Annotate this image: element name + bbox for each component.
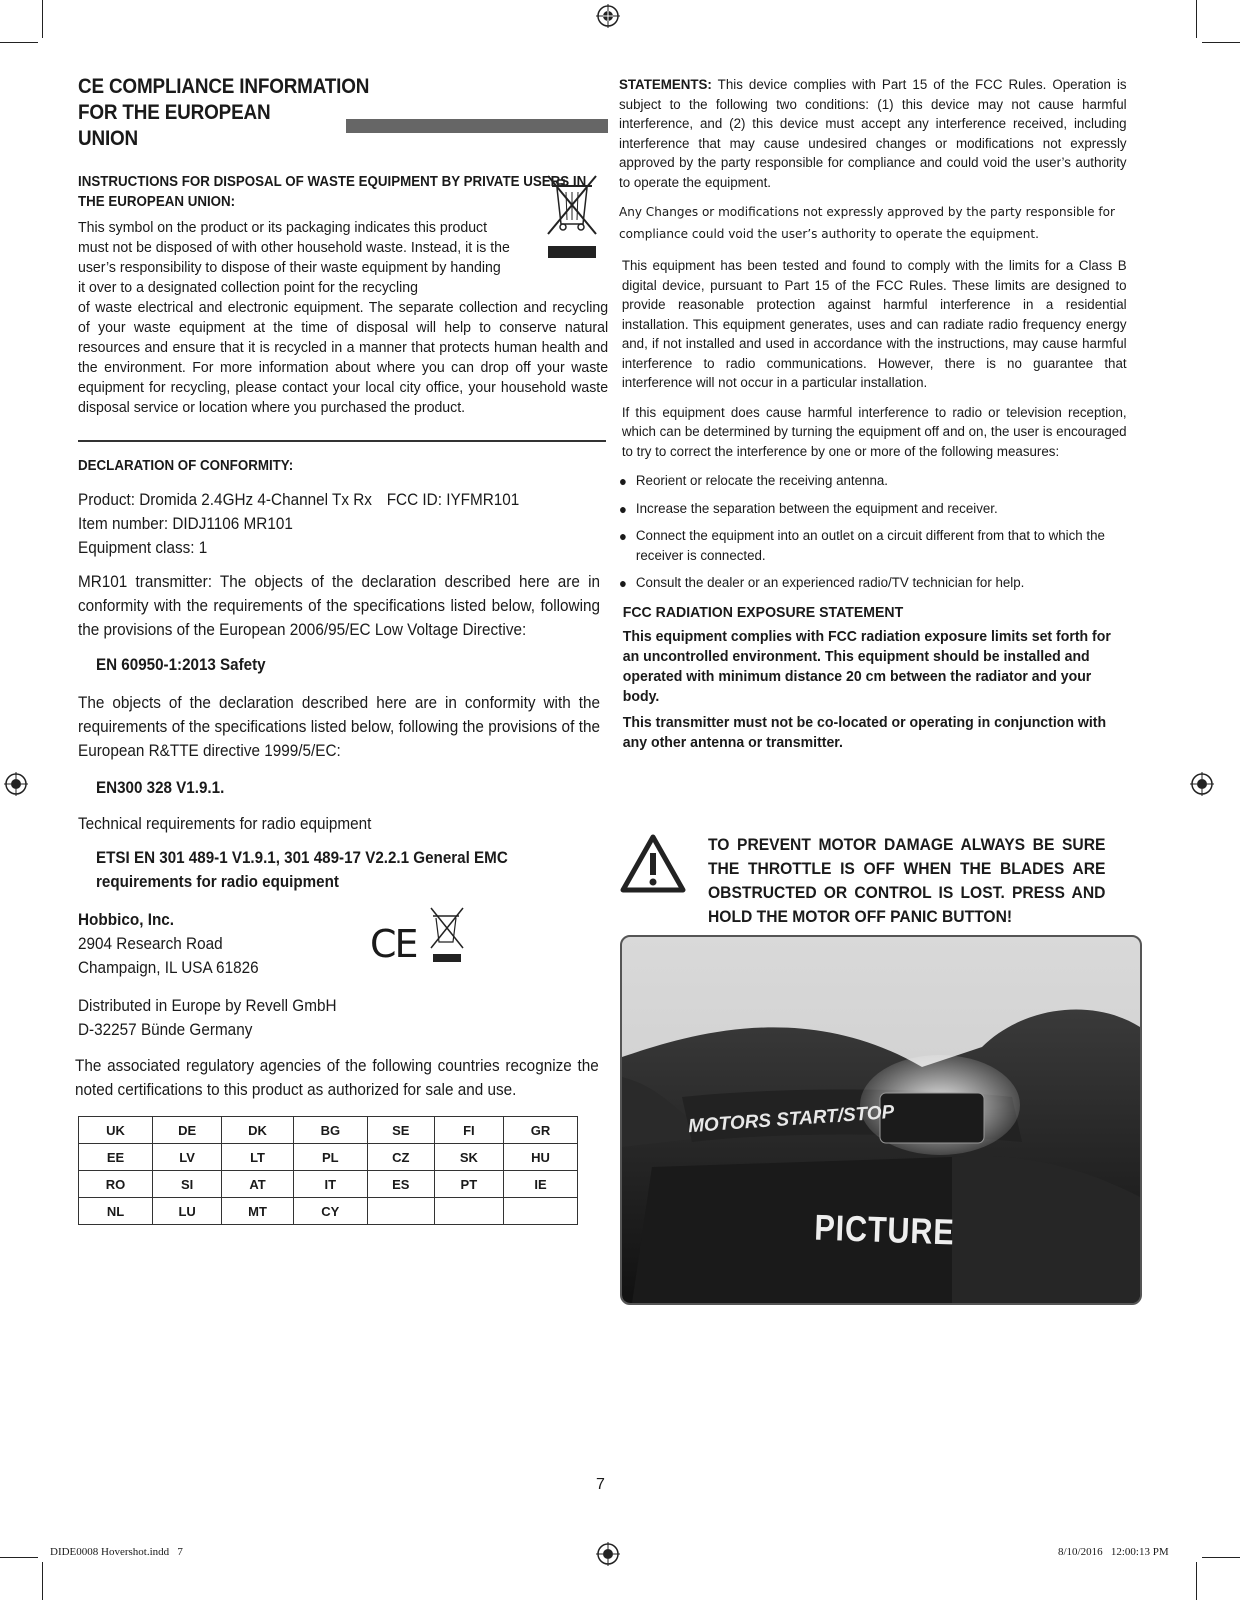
table-row — [79, 1144, 578, 1171]
ce-title-line1: CE COMPLIANCE INFORMATION — [78, 75, 370, 98]
list-item — [619, 500, 1127, 520]
measures-list — [619, 472, 1127, 594]
agencies-text: The associated regulatory agencies of the following countries recognize the noted certifications to this product as authorized for sale and use. — [75, 1056, 599, 1099]
radiation-text-2: This transmitter must not be co-located or operating in conjunction with any other antenna or transmitter. — [622, 713, 1107, 751]
product-row — [78, 488, 605, 512]
technical-requirements: Technical requirements for radio equipment — [78, 814, 372, 833]
motors-start-stop-label: MOTORS START/STOP — [687, 1101, 896, 1138]
page-number: 7 — [596, 1476, 605, 1493]
footer-timestamp: 8/10/2016 12:00:13 PM — [1058, 1546, 1169, 1558]
country-cell: CZ — [367, 1144, 434, 1171]
standard-radio: EN300 328 V1.9.1. — [96, 779, 225, 797]
fcc-statements — [619, 76, 1127, 193]
country-cell: NL — [79, 1198, 153, 1225]
ce-mark-icon: CE — [370, 922, 417, 966]
country-cell: PT — [434, 1171, 503, 1198]
statements-text: This device complies with Part 15 of the FCC Rules. Operation is subject to the following two conditions: (1) this device may not cause harmful interference, and (2) this device must accept any interference received, including interference that may cause undesired changes or modifications not expressly approved by the party responsible for compliance and could void the user’s authority to operate the equipment. — [619, 77, 1127, 191]
crop-mark — [0, 42, 38, 43]
country-cell: SK — [434, 1144, 503, 1171]
list-item — [619, 527, 1127, 566]
country-cell: BG — [293, 1117, 367, 1144]
standard-safety: EN 60950-1:2013 Safety — [96, 656, 266, 674]
radiation-text-1: This equipment complies with FCC radiation exposure limits set forth for an uncontrolled environment. This equipment should be installed and operated with minimum distance 20 cm between the radiator and your body. — [622, 627, 1111, 705]
country-cell — [367, 1198, 434, 1225]
country-cell: CY — [293, 1198, 367, 1225]
radiation-heading: FCC RADIATION EXPOSURE STATEMENT — [622, 603, 904, 621]
registration-mark-icon — [1190, 772, 1214, 796]
company-address-2: Champaign, IL USA 61826 — [78, 958, 259, 977]
section-divider — [78, 440, 606, 442]
bullet-icon: ● — [619, 528, 627, 544]
table-row — [79, 1171, 578, 1198]
country-cell: RO — [79, 1171, 153, 1198]
bullet-text: Connect the equipment into an outlet on a circuit different from that to which the receiver is connected. — [635, 528, 1105, 564]
countries-table — [78, 1116, 578, 1225]
bullet-text: Reorient or relocate the receiving antenna. — [635, 473, 888, 489]
standard-emc: ETSI EN 301 489-1 V1.9.1, 301 489-17 V2.2.1 General EMC requirements for radio equipment — [96, 849, 508, 891]
product-block — [78, 488, 605, 560]
country-cell: LV — [152, 1144, 221, 1171]
country-cell: FI — [434, 1117, 503, 1144]
company-address-1: 2904 Research Road — [78, 934, 223, 953]
ce-mark-group — [370, 906, 465, 964]
country-cell: HU — [503, 1144, 577, 1171]
equipment-class: Equipment class: 1 — [78, 538, 208, 557]
footer-filename: DIDE0008 Hovershot.indd 7 — [50, 1546, 183, 1558]
disposal-text-a-wrap — [78, 218, 510, 298]
country-cell: SE — [367, 1117, 434, 1144]
declaration-heading: DECLARATION OF CONFORMITY: — [78, 458, 294, 474]
crop-mark — [1202, 1557, 1240, 1558]
country-cell: MT — [222, 1198, 294, 1225]
country-cell: DE — [152, 1117, 221, 1144]
country-cell: ES — [367, 1171, 434, 1198]
bullet-text: Increase the separation between the equipment and receiver. — [635, 500, 998, 517]
changes-line-2: compliance could void the user’s authority to operate the equipment. — [619, 227, 1039, 241]
title-accent-bar — [346, 119, 608, 133]
bullet-icon: ● — [619, 473, 627, 489]
ce-title-line2-row — [78, 100, 608, 152]
registration-mark-icon — [4, 772, 28, 796]
country-cell: LU — [152, 1198, 221, 1225]
crop-mark — [0, 1557, 38, 1558]
country-cell: IE — [503, 1171, 577, 1198]
crop-mark — [42, 1562, 43, 1600]
class-b-text: This equipment has been tested and found to comply with the limits for a Class B digital device, pursuant to Part 15 of the FCC Rules. These limits are designed to provide reasonable protection against harmful interference in a residential installation. This equipment generates, uses and can radiate radio frequency energy and, if not installed and used in accordance with the instructions, may cause harmful interference to radio communications. However, there is no guarantee that interference will not occur in a particular installation. — [621, 258, 1127, 391]
crop-mark — [1202, 42, 1240, 43]
changes-note — [619, 201, 1152, 245]
warning-text: TO PREVENT MOTOR DAMAGE ALWAYS BE SURE THE THROTTLE IS OFF WHEN THE BLADES ARE OBSTRUCTED OR CONTROL IS LOST. PRESS AND HOLD THE MOTOR OFF PANIC BUTTON! — [708, 835, 1106, 926]
declaration-para1: MR101 transmitter: The objects of the declaration described here are in conformity with the requirements of the specifications listed below, following the provisions of the European 2006/95/EC Low Voltage Directive: — [78, 572, 600, 639]
company-name: Hobbico, Inc. — [78, 910, 175, 929]
crop-mark — [1196, 0, 1197, 38]
disposal-text-b: of waste electrical and electronic equipment. The separate collection and recycling of your waste equipment at the time of disposal will help to conserve natural resources and ensure that it is recycled in a manner that protects human health and the environment. For more information about where you can drop off your waste equipment for recycling, please contact your local city office, your household waste disposal service or location where you purchased the product. — [78, 299, 609, 416]
declaration-para2: The objects of the declaration described here are in conformity with the requirements of the specifications listed below, following the provisions of the European R&TTE directive 1999/5/EC: — [78, 693, 600, 760]
ce-title-line2: FOR THE EUROPEAN UNION — [78, 101, 271, 150]
weee-bin-small-icon — [429, 906, 465, 964]
fcc-column — [619, 76, 1127, 759]
changes-line-1: Any Changes or modifications not expressly approved by the party responsible for — [619, 205, 1115, 219]
disposal-heading: INSTRUCTIONS FOR DISPOSAL OF WASTE EQUIPMENT BY PRIVATE USERS IN THE EUROPEAN UNION: — [78, 174, 587, 210]
interference-text: If this equipment does cause harmful interference to radio or television reception, which can be determined by turning the equipment off and on, the user is encouraged to try to correct the interference by one or more of the following measures: — [621, 404, 1127, 460]
country-cell — [503, 1198, 577, 1225]
bullet-icon: ● — [619, 575, 627, 591]
list-item — [619, 574, 1127, 594]
country-cell: LT — [222, 1144, 294, 1171]
product-name: Product: Dromida 2.4GHz 4-Channel Tx Rx — [78, 490, 372, 509]
table-row — [79, 1198, 578, 1225]
statements-label: STATEMENTS: — [619, 77, 712, 93]
item-number: Item number: DIDJ1106 MR101 — [78, 514, 293, 533]
registration-mark-icon — [596, 1542, 620, 1566]
country-cell: EE — [79, 1144, 153, 1171]
company-block — [78, 908, 555, 980]
country-cell: AT — [222, 1171, 294, 1198]
crop-mark — [1196, 1562, 1197, 1600]
warning-triangle-icon — [620, 833, 686, 893]
country-cell — [434, 1198, 503, 1225]
ce-compliance-column — [75, 74, 609, 1225]
country-cell: UK — [79, 1117, 153, 1144]
picture-label: PICTURE — [813, 1206, 956, 1253]
list-item — [619, 472, 1127, 492]
country-cell: PL — [293, 1144, 367, 1171]
bullet-text: Consult the dealer or an experienced radio/TV technician for help. — [635, 575, 1025, 591]
disposal-text-a: This symbol on the product or its packaging indicates this product must not be disposed of with other household waste. Instead, it is the user’s responsibility to dispose of their waste equipment by handing it over to a designated collection point for the recycling — [78, 219, 510, 296]
bullet-icon: ● — [619, 500, 627, 517]
country-cell: GR — [503, 1117, 577, 1144]
country-cell: DK — [222, 1117, 294, 1144]
distributor-block — [78, 994, 555, 1042]
weee-bin-icon — [544, 172, 614, 262]
transmitter-photo — [620, 935, 1142, 1305]
registration-mark-icon — [596, 4, 620, 28]
crop-mark — [42, 0, 43, 38]
distributor-line-1: Distributed in Europe by Revell GmbH — [78, 996, 337, 1015]
country-cell: SI — [152, 1171, 221, 1198]
distributor-line-2: D-32257 Bünde Germany — [78, 1020, 253, 1039]
fcc-id: FCC ID: IYFMR101 — [386, 490, 520, 509]
table-row — [79, 1117, 578, 1144]
country-cell: IT — [293, 1171, 367, 1198]
